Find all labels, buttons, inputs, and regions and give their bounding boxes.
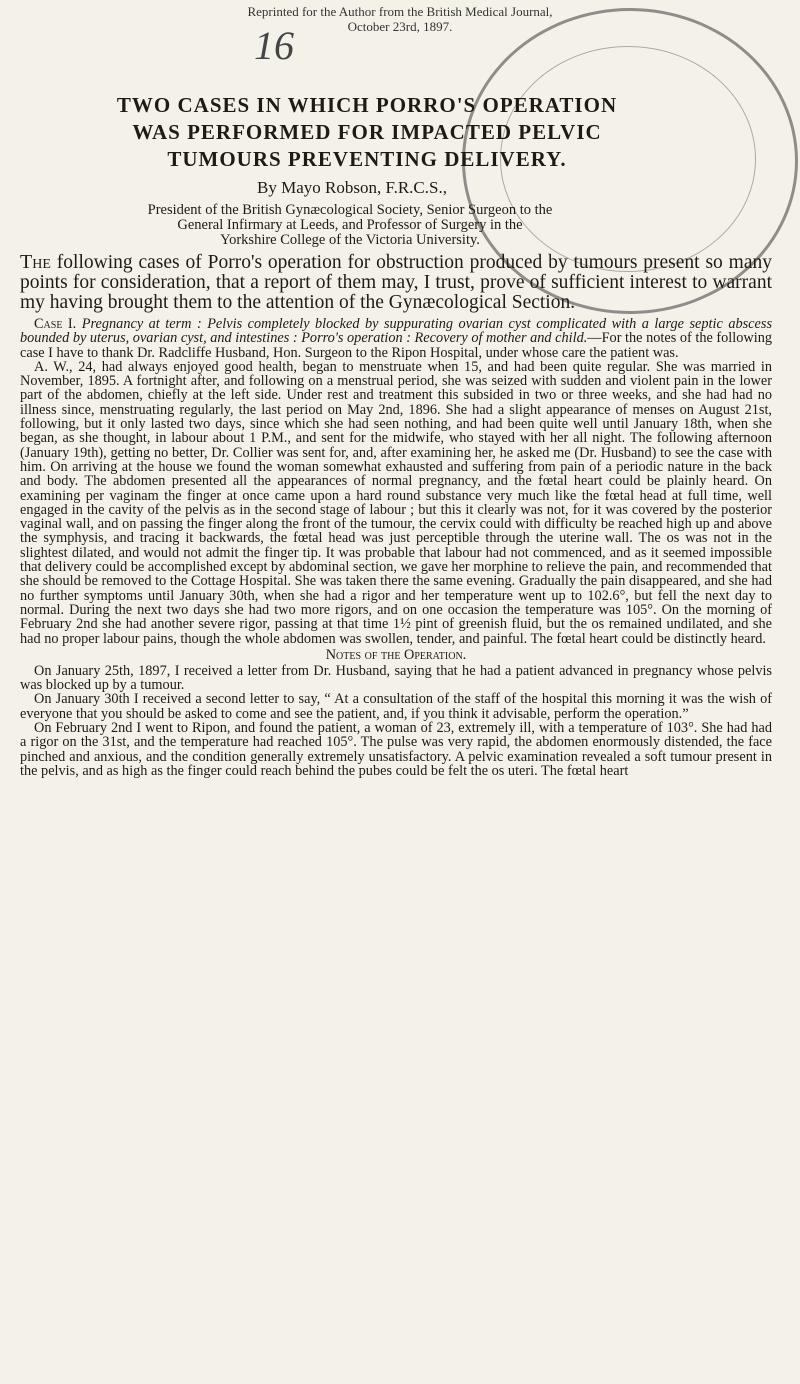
title-line-2: WAS PERFORMED FOR IMPACTED PELVIC <box>132 120 602 144</box>
notes-paragraph-3: On February 2nd I went to Ripon, and found the patient, a woman of 23, extremely ill, with a temperature of 103°. She had had a rigor on the 31st, and the temperature had reached 105°. The pulse was very rapid, the abdomen enormously distended, the face pinched and anxious, and the condition generally extremely unsatisfactory. A pelvic examination revealed a soft tumour present in the pelvis, and as high as the finger could reach behind the pubes could be felt the os uteri. The fœtal heart <box>20 720 772 779</box>
notes-paragraph-1: On January 25th, 1897, I received a letter from Dr. Husband, saying that he had a patient advanced in pregnancy whose pelvis was blocked up by a tumour. <box>20 662 772 694</box>
title-line-1: TWO CASES IN WHICH PORRO'S OPERATION <box>116 93 618 117</box>
case-1-intro: —For the notes of the following case I have to thank Dr. Radcliffe Husband, Hon. Surgeon to the Ripon Hospital, under whose care the patient was. <box>20 330 772 361</box>
reprint-source: Reprinted for the Author from the British Medical Journal, <box>247 4 553 19</box>
case-1-history: A. W., 24, had always enjoyed good health, began to menstruate when 15, and had been quite regular. She was married in November, 1895. A fortnight after, and following on a menstrual period, she was seized with sudden and violent pain in the lower part of the abdomen, chiefly at the left side. Under rest and treatment this subsided in two or three weeks, and she had had no illness since, menstruating regularly, the last period on May 2nd, 1896. She had a slight appearance of menses on August 21st, following, but it only lasted two days, since which she had seen nothing, and had been quite well until January 18th, when she began, as she thought, in labour about 1 P.M., and sent for the midwife, who stayed with her all night. The following afternoon (January 19th), getting no better, Dr. Collier was sent for, and, after examining her, he asked me (Dr. Husband) to see the case with him. On arriving at the house we found the woman somewhat exhausted and suffering from pain of a periodic nature in the back and body. The abdomen presented all the appearances of normal pregnancy, and the fœtal heart could be plainly heard. On examining per vaginam the finger at once came upon a hard round substance very much like the fœtal head at full time, well engaged in the cavity of the pelvis as in the second stage of labour ; but this it clearly was not, for it was covered by the posterior vaginal wall, and on passing the finger along the front of the tumour, the cervix could with difficulty be reached high up and above the symphysis, and tracing it backwards, the fœtal head was just perceptible through the uterine wall. The os was not in the slightest dilated, and would not admit the finger tip. It was probable that labour had not commenced, and as it seemed impossible that delivery could be accomplished except by abdominal section, we gave her morphine to relieve the pain, and recommended that she should be removed to the Cottage Hospital. She was taken there the same evening. Gradually the pain disappeared, and she had no further symptoms until January 30th, when she had a rigor and her temperature went up to 102.6°, but fell the next day to normal. During the next two days she had two more rigors, and on one occasion the temperature was 105°. On the morning of February 2nd she had another severe rigor, passing at that time 1½ pint of greenish fluid, but the os remained undilated, and she had no proper labour pains, though the whole abdomen was swollen, tender, and painful. The fœtal heart could be distinctly heard. <box>20 358 772 647</box>
intro-lead-word: The <box>20 251 51 273</box>
author-byline: By Mayo Robson, F.R.C.S., <box>257 178 447 197</box>
notes-heading: Notes of the Operation. <box>325 646 467 663</box>
author-affiliation <box>30 203 670 248</box>
reprint-date: October 23rd, 1897. <box>347 19 453 34</box>
case-1-label: Case I. <box>34 316 77 332</box>
intro-text: following cases of Porro's operation for obstruction produced by tumours present so many points for consideration, that a report of them may, I trust, prove of sufficient interest to warrant my having brought them to the attention of the Gynæcological Section. <box>20 252 773 313</box>
reprint-notice <box>0 4 800 34</box>
affiliation-line-2: General Infirmary at Leeds, and Professor of Surgery in the <box>177 217 523 233</box>
case-1-title: Pregnancy at term : Pelvis completely blocked by suppurating ovarian cyst complicated with a large septic abscess bounded by uterus, ovarian cyst, and intestines : Porro's operation : Recovery of mother and child. <box>20 316 773 347</box>
notes-paragraph-2: On January 30th I received a second letter to say, “ At a consultation of the staff of the hospital this morning it was the wish of everyone that you should be asked to come and see the patient, and, if you think it advisable, perform the operation.” <box>20 691 772 722</box>
case-1-heading <box>20 317 772 360</box>
handwritten-mark: 16 <box>254 23 294 68</box>
article-title <box>22 92 712 173</box>
affiliation-line-3: Yorkshire College of the Victoria University. <box>220 232 480 248</box>
affiliation-line-1: President of the British Gynæcological Society, Senior Surgeon to the <box>147 202 553 218</box>
article-body <box>20 252 772 778</box>
title-line-3: TUMOURS PREVENTING DELIVERY. <box>167 147 567 171</box>
intro-paragraph <box>20 252 772 313</box>
